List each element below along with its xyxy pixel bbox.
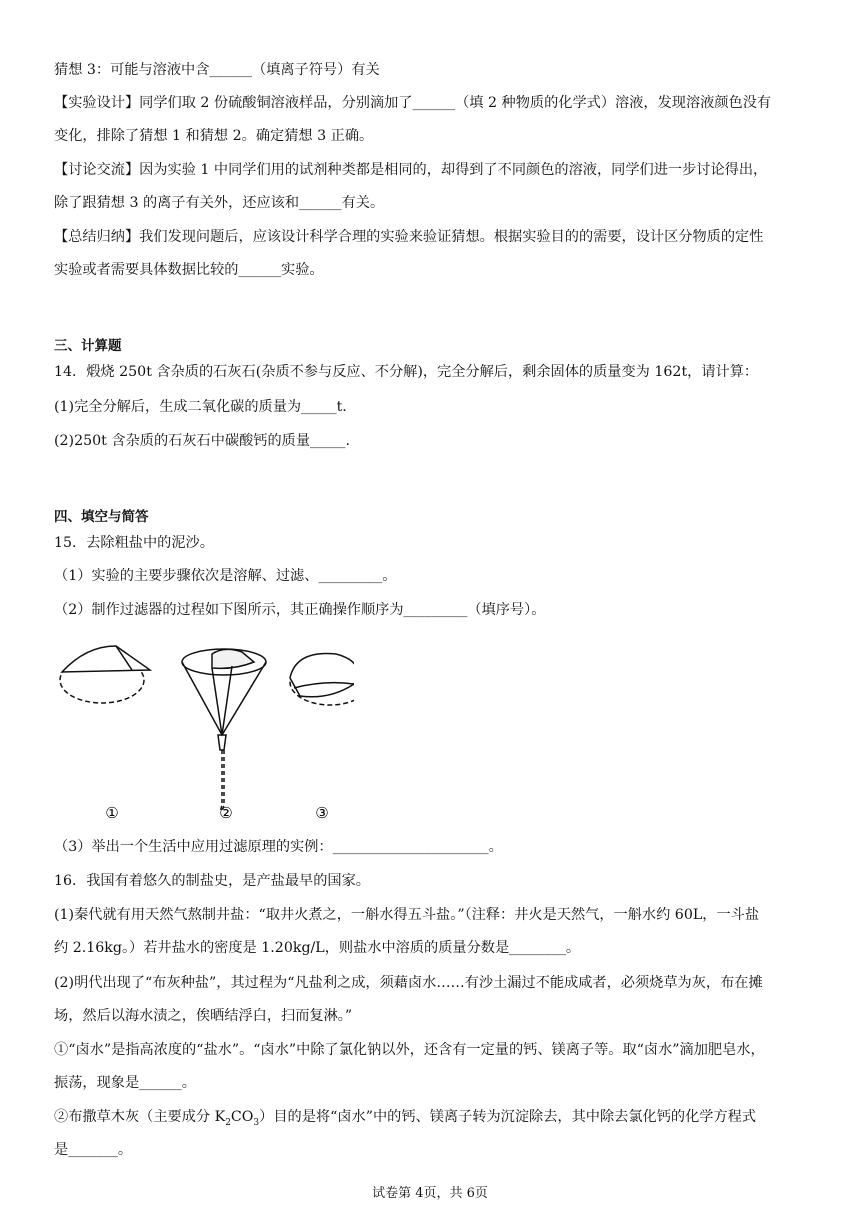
question-14: 14．煅烧 250t 含杂质的石灰石(杂质不参与反应、不分解)，完全分解后，剩余固体的质量变为 162t，请计算： xyxy=(54,364,759,380)
section-title-calculation: 三、计算题 xyxy=(54,338,122,354)
line-experiment-design: 【实验设计】同学们取 2 份硫酸铜溶液样品，分别滴加了______（填 2 种物质的化学式）溶液，发现溶液颜色没有 xyxy=(54,95,772,111)
question-16-part1-cont: 约 2.16kg。）若井盐水的密度是 1.20kg/L，则盐水中溶质的质量分数是________。 xyxy=(54,940,581,956)
page-footer: 试卷第 4页，共 6页 xyxy=(372,1186,488,1201)
figure-step-2 xyxy=(182,649,266,812)
formula-subscript-k: 2 xyxy=(225,1117,231,1128)
question-15-part1: （1）实验的主要步骤依次是溶解、过滤、_________。 xyxy=(54,568,397,584)
question-16-sub1: ①“卤水”是指高浓度的“盐水”。“卤水”中除了氯化钠以外，还含有一定量的钙、镁离子等。取“卤水”滴加肥皂水， xyxy=(54,1042,765,1058)
question-16-sub2 xyxy=(54,1107,820,1133)
formula-suffix: ）目的是将“卤水”中的钙、镁离子转为沉淀除去，其中除去氯化钙的化学方程式 xyxy=(259,1109,757,1125)
figure-step-1 xyxy=(60,646,150,703)
formula-co: CO xyxy=(230,1109,254,1125)
filter-paper-folding-figure xyxy=(54,640,354,830)
question-15-part3: （3）举出一个生活中应用过滤原理的实例：______________________。 xyxy=(54,839,503,855)
formula-subscript-o: 3 xyxy=(253,1117,260,1128)
question-15: 15．去除粗盐中的泥沙。 xyxy=(54,535,214,551)
question-16-part1: (1)秦代就有用天然气熬制井盐：“取井火煮之，一斛水得五斗盐。”（注释：井火是天然气，一斛水约 60L，一斗盐 xyxy=(54,907,760,923)
figure-label-1: ① xyxy=(105,804,119,822)
question-16-part2: (2)明代出现了“布灰种盐”，其过程为“凡盐利之成，须藉卤水……有沙土漏过不能成咸者，必须烧草为灰，布在摊 xyxy=(54,975,763,991)
line-summary-cont: 实验或者需要具体数据比较的______实验。 xyxy=(54,262,324,278)
question-16-part2-cont: 场，然后以海水渍之，俟晒结浮白，扫而复淋。” xyxy=(54,1008,353,1024)
figure-label-3: ③ xyxy=(315,804,329,822)
question-16-sub1-cont: 振荡，现象是______。 xyxy=(54,1075,196,1091)
question-16: 16．我国有着悠久的制盐史，是产盐最早的国家。 xyxy=(54,873,370,889)
line-discussion-cont: 除了跟猜想 3 的离子有关外，还应该和______有关。 xyxy=(54,195,385,211)
question-15-part2: （2）制作过滤器的过程如下图所示，其正确操作顺序为_________（填序号）。 xyxy=(54,602,546,618)
line-summary: 【总结归纳】我们发现问题后，应该设计科学合理的实验来验证猜想。根据实验目的的需要，设计区分物质的定性 xyxy=(54,229,764,245)
line-discussion: 【讨论交流】因为实验 1 中同学们用的试剂种类都是相同的，却得到了不同颜色的溶液，同学们进一步讨论得出， xyxy=(54,162,768,178)
figure-label-2: ② xyxy=(219,804,233,822)
formula-prefix: ②布撒草木灰（主要成分 K xyxy=(54,1109,226,1125)
question-16-sub2-cont: 是_______。 xyxy=(54,1142,133,1158)
line-guess3: 猜想 3：可能与溶液中含______（填离子符号）有关 xyxy=(54,62,380,78)
section-title-fill-in: 四、填空与简答 xyxy=(54,509,149,525)
question-14-part1: (1)完全分解后，生成二氧化碳的质量为_____t. xyxy=(54,399,347,415)
line-experiment-design-cont: 变化，排除了猜想 1 和猜想 2。确定猜想 3 正确。 xyxy=(54,128,374,144)
figure-step-3 xyxy=(290,654,354,706)
question-14-part2: (2)250t 含杂质的石灰石中碳酸钙的质量_____. xyxy=(54,433,350,449)
